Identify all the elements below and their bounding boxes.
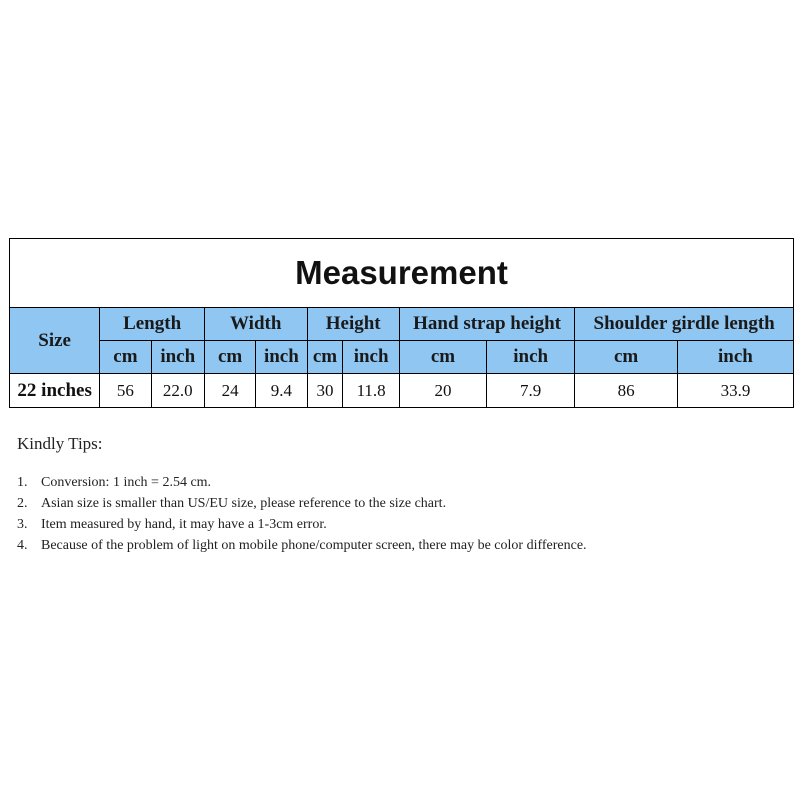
tips-heading: Kindly Tips:: [17, 434, 103, 453]
unit-header: inch: [677, 341, 793, 374]
list-item-number: 4.: [17, 538, 28, 553]
shoulder-girdle-inch-value: 33.9: [677, 374, 793, 408]
table-title: Measurement: [10, 239, 794, 308]
unit-header: cm: [575, 341, 678, 374]
width-cm-value: 24: [204, 374, 255, 408]
list-item-number: 1.: [17, 475, 28, 490]
group-header-height: Height: [307, 308, 399, 341]
length-inch-value: 22.0: [151, 374, 204, 408]
kindly-tips: [17, 434, 717, 556]
unit-header: cm: [399, 341, 486, 374]
width-inch-value: 9.4: [256, 374, 307, 408]
unit-header: inch: [343, 341, 399, 374]
list-item: [17, 535, 717, 556]
unit-header: inch: [256, 341, 307, 374]
list-item-number: 3.: [17, 517, 28, 532]
list-item-text: Item measured by hand, it may have a 1-3cm error.: [41, 517, 327, 532]
group-header-length: Length: [100, 308, 205, 341]
list-item-number: 2.: [17, 496, 28, 511]
list-item-text: Asian size is smaller than US/EU size, please reference to the size chart.: [41, 496, 447, 511]
group-header-width: Width: [204, 308, 307, 341]
unit-header: inch: [487, 341, 575, 374]
height-cm-value: 30: [307, 374, 343, 408]
tips-list: [17, 472, 717, 556]
unit-header: inch: [151, 341, 204, 374]
list-item: [17, 514, 717, 535]
hand-strap-inch-value: 7.9: [487, 374, 575, 408]
measurement-table: [9, 238, 794, 408]
unit-header: cm: [100, 341, 151, 374]
group-header-hand-strap-height: Hand strap height: [399, 308, 574, 341]
list-item-text: Conversion: 1 inch = 2.54 cm.: [41, 475, 212, 490]
hand-strap-cm-value: 20: [399, 374, 486, 408]
table-row: [10, 374, 794, 408]
list-item-text: Because of the problem of light on mobile phone/computer screen, there may be color difference.: [41, 538, 587, 553]
size-value: 22 inches: [10, 374, 100, 408]
unit-header: cm: [204, 341, 255, 374]
size-header: Size: [10, 308, 100, 374]
list-item: [17, 493, 717, 514]
shoulder-girdle-cm-value: 86: [575, 374, 678, 408]
list-item: [17, 472, 717, 493]
height-inch-value: 11.8: [343, 374, 399, 408]
unit-header: cm: [307, 341, 343, 374]
group-header-shoulder-girdle-length: Shoulder girdle length: [575, 308, 794, 341]
length-cm-value: 56: [100, 374, 151, 408]
